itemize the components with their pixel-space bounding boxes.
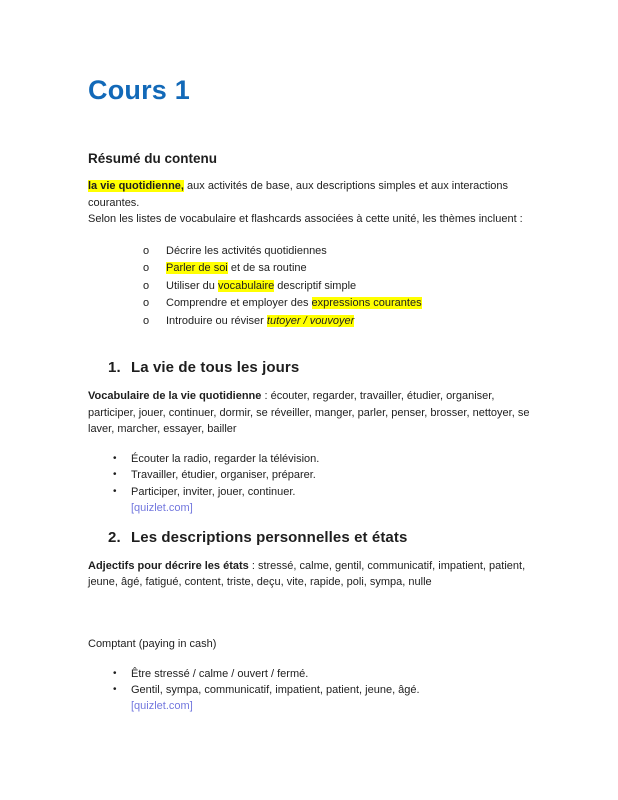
section-2-title: Les descriptions personnelles et états	[131, 529, 408, 547]
quizlet-link[interactable]: [quizlet.com]	[131, 501, 193, 514]
circle-list-marker: o	[143, 279, 150, 292]
theme-list-item	[88, 243, 530, 261]
bullet-list-marker: •	[113, 453, 117, 465]
section-1-number: 1.	[108, 359, 121, 377]
theme-item-text: Décrire les activités quotidiennes	[166, 244, 327, 257]
bullet-list-marker: •	[113, 684, 117, 696]
bullet-list-item	[88, 484, 530, 500]
circle-list-marker: o	[143, 297, 150, 310]
circle-list-marker: o	[143, 262, 150, 275]
vocab-paragraph: Vocabulaire de la vie quotidienne : écouter, regarder, travailler, étudier, organiser, participer, jouer, continuer, dormir, se réveiller, manger, parler, penser, brosser, nettoyer, se laver, marcher, essayer, bailler	[88, 390, 530, 435]
section-2-bullet-list	[88, 666, 530, 715]
intro-paragraph: la vie quotidienne, aux activités de base, aux descriptions simples et aux interactions courantes.	[88, 180, 509, 209]
quizlet-link[interactable]: [quizlet.com]	[131, 700, 193, 713]
document-title: Cours 1	[88, 75, 190, 105]
section-2-heading	[88, 528, 530, 548]
section-1-heading	[88, 358, 530, 378]
bullet-list-item	[88, 682, 530, 698]
theme-item-text: Parler de soi et de sa routine	[166, 262, 307, 275]
bullet-item-text: Participer, inviter, jouer, continuer.	[131, 485, 296, 498]
theme-item-text: Utiliser du vocabulaire descriptif simple	[166, 279, 357, 292]
theme-list-item	[88, 278, 530, 296]
section-1-bullet-list	[88, 451, 530, 516]
section-1-title: La vie de tous les jours	[131, 359, 300, 377]
section-2-number: 2.	[108, 529, 121, 547]
theme-item-text: Introduire ou réviser tutoyer / vouvoyer	[166, 314, 355, 327]
theme-list-item	[88, 313, 530, 331]
summary-heading: Résumé du contenu	[88, 150, 218, 166]
circle-list-marker: o	[143, 314, 150, 327]
themes-list	[88, 243, 530, 331]
bullet-list-item	[88, 451, 530, 467]
citation-line	[131, 698, 530, 714]
theme-list-item	[88, 295, 530, 313]
bullet-list-marker: •	[113, 469, 117, 481]
bullet-list-marker: •	[113, 485, 117, 497]
bullet-item-text: Écouter la radio, regarder la télévision.	[131, 453, 320, 466]
citation-line	[131, 500, 530, 516]
adjectives-paragraph: Adjectifs pour décrire les états : stressé, calme, gentil, communicatif, impatient, patient, jeune, âgé, fatigué, content, triste, deçu, vite, rapide, poli, sympa, nulle	[88, 560, 526, 589]
bullet-item-text: Être stressé / calme / ouvert / fermé.	[131, 667, 309, 680]
circle-list-marker: o	[143, 244, 150, 257]
bullet-list-item	[88, 467, 530, 483]
bullet-item-text: Travailler, étudier, organiser, préparer.	[131, 469, 316, 482]
bullet-list-marker: •	[113, 667, 117, 679]
theme-item-text: Comprendre et employer des expressions courantes	[166, 297, 422, 310]
theme-list-item	[88, 260, 530, 278]
comptant-note: Comptant (paying in cash)	[88, 637, 217, 650]
bullet-item-text: Gentil, sympa, communicatif, impatient, patient, jeune, âgé.	[131, 684, 420, 697]
themes-lead-paragraph: Selon les listes de vocabulaire et flashcards associées à cette unité, les thèmes incluent :	[88, 212, 523, 225]
bullet-list-item	[88, 666, 530, 682]
